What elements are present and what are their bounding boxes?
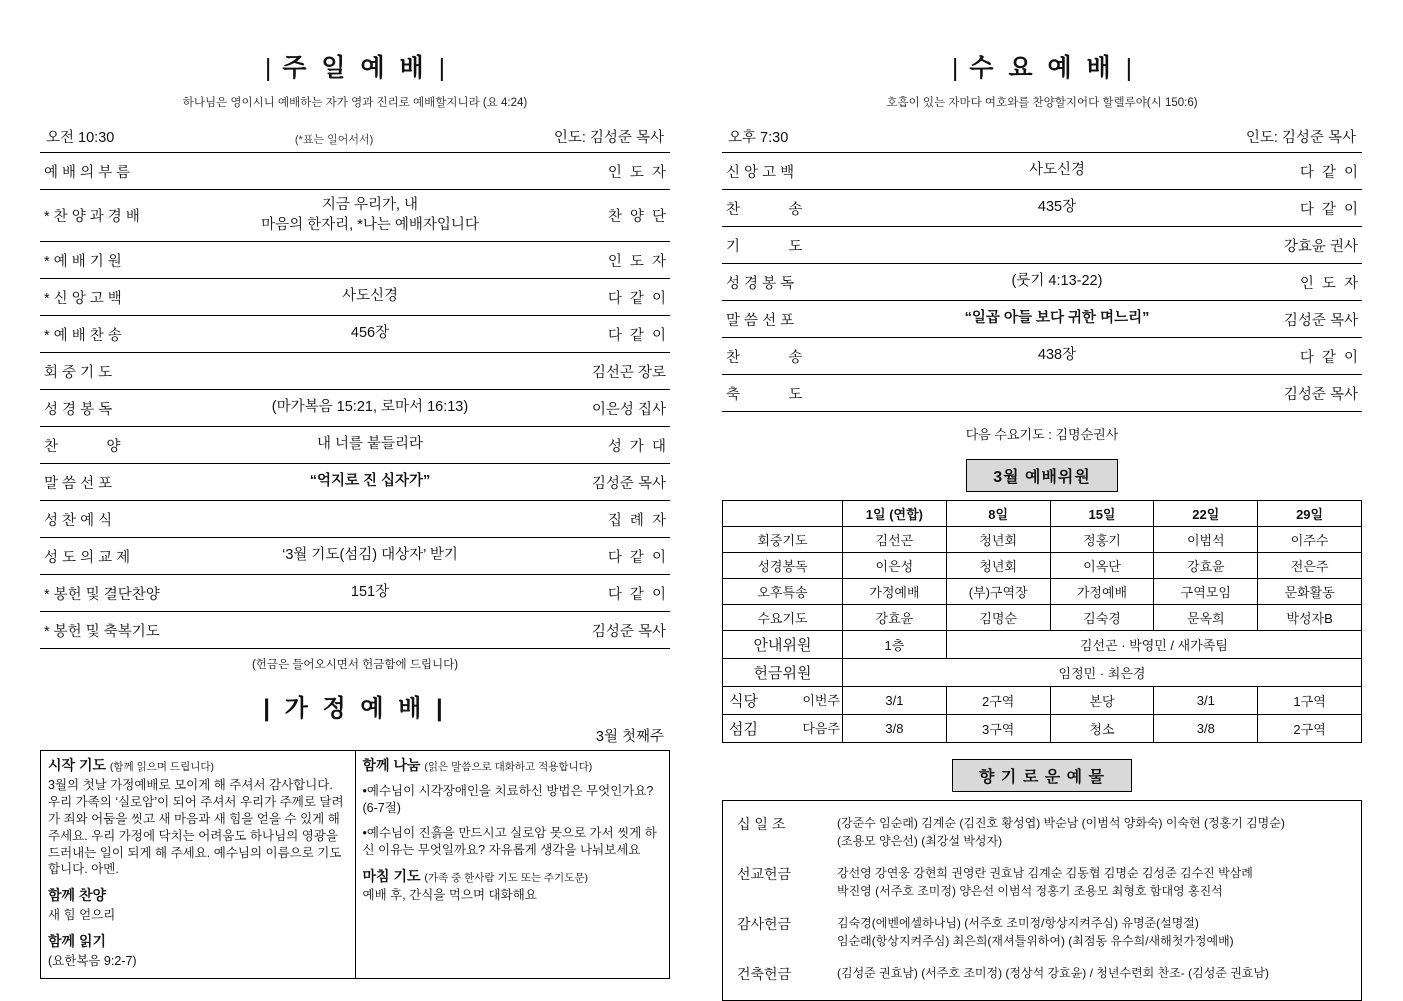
meal-cell: 2구역 bbox=[946, 687, 1050, 715]
table-row bbox=[722, 227, 1362, 264]
meal-cell: 1구역 bbox=[1258, 687, 1362, 715]
committee-col-4: 22일 bbox=[1154, 501, 1258, 527]
order-item: 성 경 봉 독 bbox=[40, 390, 228, 427]
order-content bbox=[228, 353, 512, 390]
table-row bbox=[722, 301, 1362, 338]
table-row bbox=[40, 427, 670, 464]
family-closing-prayer-label: 마침 기도 bbox=[362, 867, 421, 884]
order-content: 내 너를 붙들리라 bbox=[228, 427, 512, 464]
family-praise-heading: 함께 찬양 bbox=[48, 887, 106, 904]
sunday-service-title bbox=[40, 48, 670, 84]
order-item: 찬 송 bbox=[722, 190, 910, 227]
committee-cell: 강효윤 bbox=[843, 605, 947, 631]
offering-key: 감사헌금 bbox=[737, 916, 792, 932]
order-leader: 집 례 자 bbox=[512, 501, 670, 538]
wednesday-leader: 인도: 김성준 목사 bbox=[1245, 130, 1356, 146]
committee-col-2: 8일 bbox=[946, 501, 1050, 527]
committee-band-label: 3월 예배위원 bbox=[966, 459, 1118, 492]
committee-cell: 강효윤 bbox=[1154, 553, 1258, 579]
wednesday-verse: 호흡이 있는 자마다 여호와를 찬양할지어다 할렐루야(시 150:6) bbox=[886, 97, 1198, 109]
family-week: 3월 첫째주 bbox=[595, 729, 664, 746]
committee-row-label: 성경봉독 bbox=[723, 553, 843, 579]
committee-cell: 정홍기 bbox=[1050, 527, 1154, 553]
sunday-order-table bbox=[40, 152, 670, 649]
wednesday-title-text: 수 요 예 배 bbox=[969, 54, 1115, 82]
offering-line: 강선영 강연웅 강현희 권영란 권효남 김계순 김동협 김명순 김성준 김수진 박삼례 bbox=[837, 866, 1253, 880]
committee-cell: 박성자B bbox=[1258, 605, 1362, 631]
committee-row-label: 수요기도 bbox=[723, 605, 843, 631]
meal-cell: 3/1 bbox=[843, 687, 947, 715]
table-row bbox=[722, 190, 1362, 227]
family-start-prayer-label: 시작 기도 bbox=[48, 757, 106, 774]
offering-line: 박진영 (서주호 조미정) 양은선 이범석 정홍기 조용모 최형호 함대영 홍진석 bbox=[837, 884, 1223, 898]
family-worship-title bbox=[40, 688, 670, 723]
order-leader: 다 같 이 bbox=[512, 538, 670, 575]
offerings-table bbox=[729, 807, 1355, 992]
table-row bbox=[40, 538, 670, 575]
committee-cell: 김명순 bbox=[946, 605, 1050, 631]
family-share-label: 함께 나눔 bbox=[362, 757, 421, 774]
wednesday-footnote: 다음 수요기도 : 김명순권사 bbox=[965, 427, 1119, 442]
committee-row-label: 회중기도 bbox=[723, 527, 843, 553]
table-row bbox=[40, 464, 670, 501]
family-title-bar-right: | bbox=[436, 695, 447, 723]
order-leader: 김성준 목사 bbox=[1204, 301, 1362, 338]
order-leader: 다 같 이 bbox=[512, 316, 670, 353]
family-question-2: •예수님이 진흙을 만드시고 실로암 못으로 가서 씻게 하신 이유는 무엇일까요? 자유롭게 생각을 나눠보세요 bbox=[362, 825, 657, 857]
meal-label-text: 식당 bbox=[729, 693, 758, 710]
wednesday-time: 오후 7:30 bbox=[728, 130, 789, 146]
meal-cell: 본당 bbox=[1050, 687, 1154, 715]
order-leader: 다 같 이 bbox=[1204, 190, 1362, 227]
table-row bbox=[40, 353, 670, 390]
committee-col-3: 15일 bbox=[1050, 501, 1154, 527]
order-leader: 인 도 자 bbox=[512, 242, 670, 279]
table-row bbox=[40, 612, 670, 649]
sunday-meta bbox=[40, 126, 670, 152]
serve-sub-text: 다음주 bbox=[802, 721, 840, 736]
order-leader: 인 도 자 bbox=[1204, 264, 1362, 301]
committee-cell: 가정예배 bbox=[843, 579, 947, 605]
order-item: 예 배 의 부 름 bbox=[40, 153, 228, 190]
offering-key: 선교헌금 bbox=[737, 866, 792, 882]
committee-col-5: 29일 bbox=[1258, 501, 1362, 527]
family-start-prayer-body: 3월의 첫날 가정예배로 모이게 해 주셔서 감사합니다. 우리 가족의 ‘실로암’이 되어 주셔서 우리가 주께로 달려가 죄와 어둠을 씻고 새 마음과 새 힘을 얻을 수 있게 해 주세요. 우리 가정에 닥치는 어려움도 하나님의 영광을 드러내는 일이 되게 해 주세요. 예수님의 이름으로 기도합니다. 아멘. bbox=[48, 778, 344, 877]
family-start-prayer-sub: (함께 읽으며 드립니다) bbox=[109, 761, 215, 774]
family-share-heading bbox=[363, 756, 663, 775]
family-share-sub: (읽은 말씀으로 대화하고 적용합니다) bbox=[424, 761, 593, 774]
right-column bbox=[722, 48, 1362, 982]
title-bar-right: | bbox=[438, 54, 446, 82]
order-content: 151장 bbox=[228, 575, 512, 612]
sunday-standing-note: (*표는 일어서서) bbox=[294, 134, 374, 146]
offering-line: (강준수 임순래) 김계순 (김진호 황성엽) 박순남 (이범석 양화숙) 이숙현 (정홍기 김명순) bbox=[837, 816, 1285, 830]
committee-cell: 문옥희 bbox=[1154, 605, 1258, 631]
wed-title-bar-right: | bbox=[1125, 54, 1133, 82]
table-row bbox=[723, 659, 1362, 687]
table-row bbox=[722, 338, 1362, 375]
committee-col-1: 1일 (연합) bbox=[843, 501, 947, 527]
family-title-bar-left: | bbox=[263, 695, 274, 723]
offering-committee-label: 헌금위원 bbox=[723, 659, 843, 687]
order-item: * 신 앙 고 백 bbox=[40, 279, 228, 316]
table-row bbox=[723, 631, 1362, 659]
table-row bbox=[722, 153, 1362, 190]
table-row bbox=[723, 579, 1362, 605]
wednesday-order-table bbox=[722, 152, 1362, 412]
family-closing-body: 예배 후, 간식을 먹으며 대화해요 bbox=[362, 888, 537, 903]
order-leader: 성 가 대 bbox=[512, 427, 670, 464]
serve-label-text: 섬김 bbox=[729, 721, 758, 738]
order-leader: 다 같 이 bbox=[1204, 338, 1362, 375]
order-item: 말 씀 선 포 bbox=[40, 464, 228, 501]
table-row bbox=[40, 242, 670, 279]
serve-cell: 3/8 bbox=[843, 715, 947, 743]
committee-col-0 bbox=[723, 501, 843, 527]
committee-cell: 이은성 bbox=[843, 553, 947, 579]
order-item: 성 경 봉 독 bbox=[722, 264, 910, 301]
order-leader: 인 도 자 bbox=[512, 153, 670, 190]
offering-values bbox=[833, 807, 1355, 857]
sunday-footnote: (헌금은 들어오시면서 헌금함에 드립니다) bbox=[251, 659, 459, 672]
table-row bbox=[40, 390, 670, 427]
order-item: 회 중 기 도 bbox=[40, 353, 228, 390]
table-row bbox=[722, 264, 1362, 301]
table-row bbox=[722, 375, 1362, 412]
sunday-time: 오전 10:30 bbox=[46, 130, 115, 146]
serve-label bbox=[723, 715, 843, 743]
offering-line: 김숙경(에벤에셀하나님) (서주호 조미정/항상지켜주심) 유명준(설명절) bbox=[837, 916, 1199, 930]
table-row bbox=[723, 527, 1362, 553]
wednesday-service-title bbox=[722, 48, 1362, 84]
offering-key: 십 일 조 bbox=[737, 816, 786, 832]
sunday-title-text: 주 일 예 배 bbox=[282, 54, 428, 82]
order-leader: 다 같 이 bbox=[512, 575, 670, 612]
table-row bbox=[40, 190, 670, 242]
serve-cell: 2구역 bbox=[1258, 715, 1362, 743]
committee-cell: 김선곤 bbox=[843, 527, 947, 553]
family-start-prayer-heading bbox=[48, 756, 348, 775]
family-praise-body: 새 힘 얻으리 bbox=[48, 908, 116, 923]
table-row-header bbox=[723, 501, 1362, 527]
offering-values bbox=[833, 907, 1355, 957]
table-row bbox=[729, 807, 1355, 857]
wed-title-bar-left: | bbox=[951, 54, 959, 82]
order-leader: 찬 양 단 bbox=[512, 190, 670, 242]
offering-committee-value: 임정민 · 최은경 bbox=[843, 659, 1362, 687]
order-content: (룻기 4:13-22) bbox=[910, 264, 1204, 301]
table-row bbox=[40, 279, 670, 316]
order-content: “일곱 아들 보다 귀한 며느리” bbox=[910, 301, 1204, 338]
committee-cell: 김숙경 bbox=[1050, 605, 1154, 631]
order-leader: 다 같 이 bbox=[512, 279, 670, 316]
sunday-leader: 인도: 김성준 목사 bbox=[553, 130, 664, 146]
table-row bbox=[41, 751, 670, 979]
offering-values bbox=[833, 957, 1355, 992]
committee-band bbox=[722, 459, 1362, 492]
family-closing-prayer-heading bbox=[363, 867, 663, 886]
order-content: 456장 bbox=[228, 316, 512, 353]
wednesday-meta bbox=[722, 126, 1362, 152]
offering-line: 임순래(항상지켜주심) 최은희(재셔틀위하여) (최점동 유수희/새해첫가정예배) bbox=[837, 934, 1234, 948]
order-item: 성 찬 예 식 bbox=[40, 501, 228, 538]
order-item: 말 씀 선 포 bbox=[722, 301, 910, 338]
family-question-1: •예수님이 시각장애인을 치료하신 방법은 무엇인가요?(6-7절) bbox=[362, 784, 654, 815]
meal-label bbox=[723, 687, 843, 715]
order-content bbox=[228, 242, 512, 279]
meal-cell: 3/1 bbox=[1154, 687, 1258, 715]
family-worship-table bbox=[40, 750, 670, 979]
order-content: 사도신경 bbox=[910, 153, 1204, 190]
order-leader: 김성준 목사 bbox=[512, 464, 670, 501]
order-content: 사도신경 bbox=[228, 279, 512, 316]
order-item: 축 도 bbox=[722, 375, 910, 412]
order-content bbox=[228, 612, 512, 649]
offering-key: 건축헌금 bbox=[737, 966, 792, 982]
offering-line: (김성준 권효남) (서주호 조미정) (정상석 강효윤) / 청년수련회 찬조- (김성준 권효남) bbox=[837, 966, 1269, 980]
order-item: 신 앙 고 백 bbox=[722, 153, 910, 190]
order-content bbox=[228, 153, 512, 190]
sunday-verse: 하나님은 영이시니 예배하는 자가 영과 진리로 예배할지니라 (요 4:24) bbox=[182, 97, 528, 109]
table-row bbox=[723, 715, 1362, 743]
serve-cell: 3구역 bbox=[946, 715, 1050, 743]
table-row bbox=[723, 553, 1362, 579]
committee-table bbox=[722, 500, 1362, 743]
order-item: * 예 배 기 원 bbox=[40, 242, 228, 279]
order-leader: 김선곤 장로 bbox=[512, 353, 670, 390]
guide-committee-rest: 김선곤 · 박영민 / 새가족팀 bbox=[946, 631, 1361, 659]
committee-cell: 청년회 bbox=[946, 553, 1050, 579]
table-row bbox=[729, 857, 1355, 907]
order-item: 성 도 의 교 제 bbox=[40, 538, 228, 575]
family-left-cell bbox=[41, 751, 356, 979]
family-reading-heading: 함께 읽기 bbox=[48, 933, 106, 950]
order-content: “억지로 진 십자가” bbox=[228, 464, 512, 501]
table-row bbox=[729, 957, 1355, 992]
order-leader: 김성준 목사 bbox=[1204, 375, 1362, 412]
committee-cell: (부)구역장 bbox=[946, 579, 1050, 605]
offerings-box bbox=[722, 800, 1362, 1001]
family-closing-prayer-sub: (가족 중 한사람 기도 또는 주기도문) bbox=[424, 871, 588, 884]
order-item: 기 도 bbox=[722, 227, 910, 264]
order-leader: 이은성 집사 bbox=[512, 390, 670, 427]
offering-line: (조용모 양은선) (최강설 박성자) bbox=[837, 834, 1003, 848]
order-leader: 다 같 이 bbox=[1204, 153, 1362, 190]
committee-cell: 이범석 bbox=[1154, 527, 1258, 553]
order-content: 지금 우리가, 내 마음의 한자리, *나는 예배자입니다 bbox=[228, 190, 512, 242]
order-item: * 봉헌 및 결단찬양 bbox=[40, 575, 228, 612]
order-content bbox=[228, 501, 512, 538]
committee-cell: 가정예배 bbox=[1050, 579, 1154, 605]
order-item: * 봉헌 및 축복기도 bbox=[40, 612, 228, 649]
table-row bbox=[40, 575, 670, 612]
order-content bbox=[910, 375, 1204, 412]
order-content: (마가복음 15:21, 로마서 16:13) bbox=[228, 390, 512, 427]
table-row bbox=[40, 153, 670, 190]
order-content bbox=[910, 227, 1204, 264]
family-title-text: 가 정 예 배 bbox=[284, 695, 426, 723]
committee-cell: 청년회 bbox=[946, 527, 1050, 553]
order-leader: 강효윤 권사 bbox=[1204, 227, 1362, 264]
family-reading-body: (요한복음 9:2-7) bbox=[48, 953, 137, 968]
table-row bbox=[723, 605, 1362, 631]
order-leader: 김성준 목사 bbox=[512, 612, 670, 649]
meal-sub-text: 이번주 bbox=[802, 693, 840, 708]
guide-committee-first: 1층 bbox=[843, 631, 947, 659]
table-row bbox=[729, 907, 1355, 957]
table-row bbox=[40, 501, 670, 538]
order-item: 찬 송 bbox=[722, 338, 910, 375]
title-bar-left: | bbox=[264, 54, 272, 82]
left-column bbox=[40, 48, 680, 982]
committee-cell: 이옥단 bbox=[1050, 553, 1154, 579]
offerings-band bbox=[722, 759, 1362, 792]
committee-cell: 구역모임 bbox=[1154, 579, 1258, 605]
committee-cell: 이주수 bbox=[1258, 527, 1362, 553]
order-content: 435장 bbox=[910, 190, 1204, 227]
family-right-cell bbox=[355, 751, 670, 979]
serve-cell: 청소 bbox=[1050, 715, 1154, 743]
order-item: * 예 배 찬 송 bbox=[40, 316, 228, 353]
order-content: 438장 bbox=[910, 338, 1204, 375]
table-row bbox=[723, 687, 1362, 715]
offerings-band-label: 향 기 로 운 예 물 bbox=[952, 759, 1132, 792]
guide-committee-label: 안내위원 bbox=[723, 631, 843, 659]
committee-cell: 전은주 bbox=[1258, 553, 1362, 579]
table-row bbox=[40, 316, 670, 353]
order-item: * 찬 양 과 경 배 bbox=[40, 190, 228, 242]
order-item: 찬 양 bbox=[40, 427, 228, 464]
offering-values bbox=[833, 857, 1355, 907]
serve-cell: 3/8 bbox=[1154, 715, 1258, 743]
committee-row-label: 오후특송 bbox=[723, 579, 843, 605]
committee-cell: 문화활동 bbox=[1258, 579, 1362, 605]
order-content: ‘3월 기도(섬김) 대상자’ 받기 bbox=[228, 538, 512, 575]
